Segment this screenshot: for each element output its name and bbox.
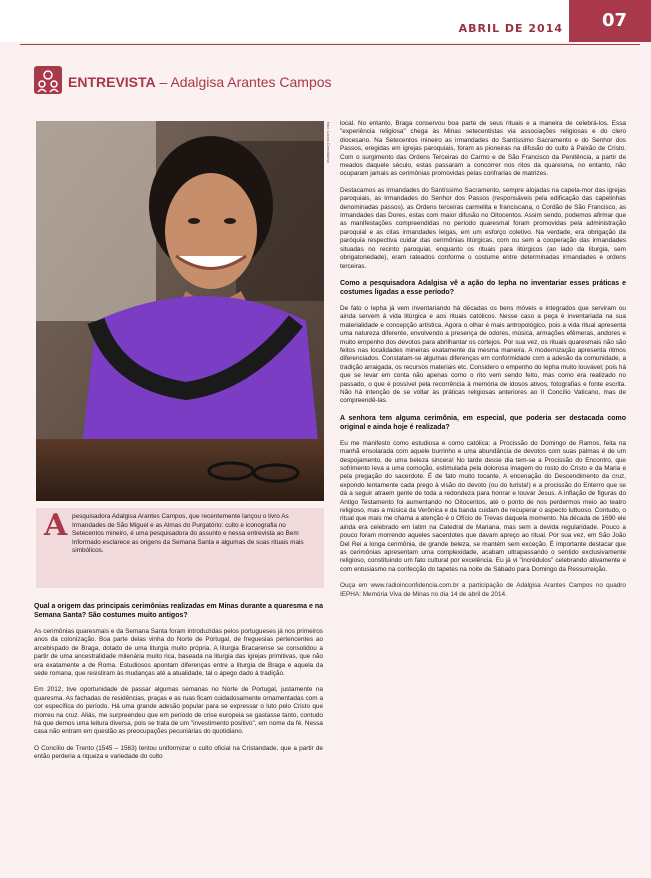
left-column [34, 602, 323, 770]
section-title [68, 74, 332, 90]
answer-1-paragraph-5: Destacamos as irmandades do Santíssimo Sacramento, sempre alojadas na capela-mor das igrejas paroquiais, as Irmandades do Senhor dos Passos (responsáveis pela edificação das capelinhas denominadas passos), as Ordens terceiras carmelita e franciscana, o Cordão de São Francisco, as Irmandades das Dores, estas com maior difusão no Oitocentos. Assim sendo, podemos afirmar que as manifestações compreendidas no período quaresmal foram promovidas pela administração paroquial e as citas irmandades leigas, em um esforço coletivo. Na verdade, era obrigação da paróquia respectiva cuidar das cerimônias litúrgicas, com ou sem a cooperação das irmandades situadas no recinto paroquial, enquanto os rituais para litúrgicos (ao lado da liturgia, sem obrigatoriedade), eram rateados conforme o costume entre determinadas irmandades e ordens terceiras. [340, 186, 626, 270]
question-3: A senhora tem alguma cerimônia, em especial, que poderia ser destacada como original e ainda hoje é realizada? [340, 414, 626, 431]
question-1: Qual a origem das principais cerimônias realizadas em Minas durante a quaresma e na Semana Santa? São costumes muito antigos? [34, 603, 323, 619]
radio-source-note: Ouça em www.radioinconfidencia.com.br a participação de Adalgisa Arantes Campos no quadro IEPHA: Memória Viva de Minas no dia 14 de abril de 2014. [340, 582, 626, 598]
interview-icon [34, 66, 62, 94]
photo-caption [36, 508, 324, 588]
header-band [0, 0, 651, 42]
answer-1-paragraph-3: O Concílio de Trento (1545 – 1563) tentou uniformizar o culto oficial na Cristandade, que a partir de então perderia a riqueza e variedade do culto [34, 744, 323, 761]
page-number-box [569, 0, 651, 42]
issue-date: ABRIL DE 2014 [458, 22, 563, 35]
answer-1-paragraph-4: local. No entanto, Braga conservou boa parte de seus rituais e a maneira de celebrá-los. Essa "experiência religiosa" chega às Minas setecentistas via associações religiosas e do clero diocesano. Na Setecentos mineiro as irmandades do Santíssimo Sacramento e do Senhor dos Passos, eregidas em igrejas paroquiais, foram as pioneiras na difusão do culto à Paixão de Cristo. Com o surgimento das Ordens Terceiras do Carmo e de São Francisco da Penitência, a partir de meados daquele século, estas passaram a concorrer nos ritos da quaresma, no entanto, não ocuparam jamais as cerimônias promovidas pelas confrarias de matrizes. [340, 120, 626, 178]
caption-dropcap: A [44, 508, 68, 543]
interviewee-name: Adalgisa Arantes Campos [170, 74, 332, 90]
photo-credit: foto: Lucas Cenci/alma [326, 122, 331, 163]
right-column [340, 120, 626, 607]
answer-3: Eu me manifesto como estudiosa e como católica: a Procissão do Domingo de Ramos, feita na manhã ensolarada com aquele burrinho e uma abundância de devotos com suas palmas é de um despojamento, de uma beleza sincera! No tarde desse dia tem-se a Procissão do Encontro, que sofrimento leva a uma comoção, estimulada pela dolorosa imagem do rosto do Cristo e da Maria e pela pregação do sacerdote. É de fato muito tocante. A encenação do Descendimento da cruz, expondo lentamente cada prego à visão do devoto (ou do turista!) e a procissão do Enterro que se dá a seguir atraem gente de toda a redondeza para honrar e louvar Jesus. A inflação de figuras do Antigo Testamento foi aumentando no Oitocentos, até o ponto de nos perdermos meio ao teatro religioso, mas a música da Verônica e da banda cuidam de recuperar o aspecto luttuoso. Contudo, o ritual que mais me chama a atenção é o Ofício de Trevas daquela momento. Na década de 1690 ele ainda era celebrado em latim na Catedral de Mariana, mas sem a devida regularidade. Pouco a pouco foram morrendo aqueles sacerdotes que davam apreço ao ritual. Por sua vez, em São João Del Rei a longa cerimônia, de grande beleza, se mantém sem exceção. É importante destacar que as cerimônias apresentam uma complexidade, acabam ultrapassando o sentido exclusivamente religioso, constituindo um fato cultural por excelência. Eu já vi "incrédulos" celebrando ativamente e com entusiasmo na confecção do tapetes na noite de Sábado para Domingo da Ressurreição. [340, 439, 626, 573]
question-2: Como a pesquisadora Adalgisa vê a ação do Iepha no inventariar esses práticas e costumes ligadas a esse período? [340, 279, 626, 296]
caption-text: pesquisadora Adalgisa Arantes Campos, que recentemente lançou o livro As Irmandades de São Miguel e as Almas do Purgatório: culto e iconografia no Setecentos mineiro, é uma pesquisadora do assunto e nessa entrevista ao Bem Informado esclarece as origens da Semana Santa e algumas de suas rituais mais simbólicos. [72, 513, 304, 555]
section-separator: – [155, 74, 171, 90]
answer-1-paragraph-2: Em 2012, tive oportunidade de passar algumas semanas no Norte de Portugal, justamente na quaresma. As fachadas de residências, praças e as ruas ficam cuidadosamente ornamentadas com a cor específica do período. Há uma grande adesão popular para se expressar o luto pelo Cristo que morreu na cruz. Aliás, me surpreendeu que em período de crise europeia se gastasse tanto, contudo há que demos uma leitura diversa, pois se trata de um "investimento positivo", em nome da fé. Nessa casa não entram em questão as preocupações pecuniárias do quotidiano. [34, 686, 323, 736]
section-label: ENTREVISTA [68, 74, 156, 90]
interviewee-photo [36, 121, 324, 501]
page-number: 07 [601, 10, 627, 31]
answer-1-paragraph-1: As cerimônias quaresmais e da Semana Santa foram introduzidas pelos portugueses já nos primeiros anos da colonização. Boa parte delas vinha do Norte de Portugal, de freguesias pertencentes ao arcebispado de Braga, dotado de uma liturgia muito própria. A liturgia Bracarense se consolidou a partir de uma ancestralidade milenária muito rica, baseada na liturgia das igrejas primitivas, que não era exatamente a de Roma. Estudiosos apontam diferenças entre a liturgia de Braga e aquela da sede romana, que resistiram às mudanças até a atualidade, tal o apego dado à tradição. [34, 628, 323, 678]
answer-2: De fato o Iepha já vem inventariando há décadas os bens móveis e integrados que serviram ou ainda servem à vida litúrgica e aos rituais católicos. Nesse caso a peça é inventariada na sua materialidade e concepção artística. Agora o olhar é mais antropológico, pois a vida ritual apresenta uma natureza diferente, envolvendo a presença de odores, música, armações efêmeras, andores e muito empenho dos devotos para abrilhantar os cortejos. Por sua vez, os rituais quaresmais não são feitos nas localidades mineiras exatamente da mesma maneira. A modernização apresenta ritmos diferenciados. Constatam-se algumas diferenças em conformidade com a adesão da comunidade, a tradição arraigada, os recursos materiais etc. Considero o empenho do Iepha muito louvável; pois há que se levar em conta não apenas como o rito vem sendo feito, mas como era realizado no passado, o que é possível pela recorrência à memória de idosos ativos, fotografias e fonte escrita. Não há intenção de se voltar às práticas religiosas anteriores ao II Concílio Vaticano, mas de compreendê-las. [340, 304, 626, 405]
header-rule [20, 44, 640, 45]
